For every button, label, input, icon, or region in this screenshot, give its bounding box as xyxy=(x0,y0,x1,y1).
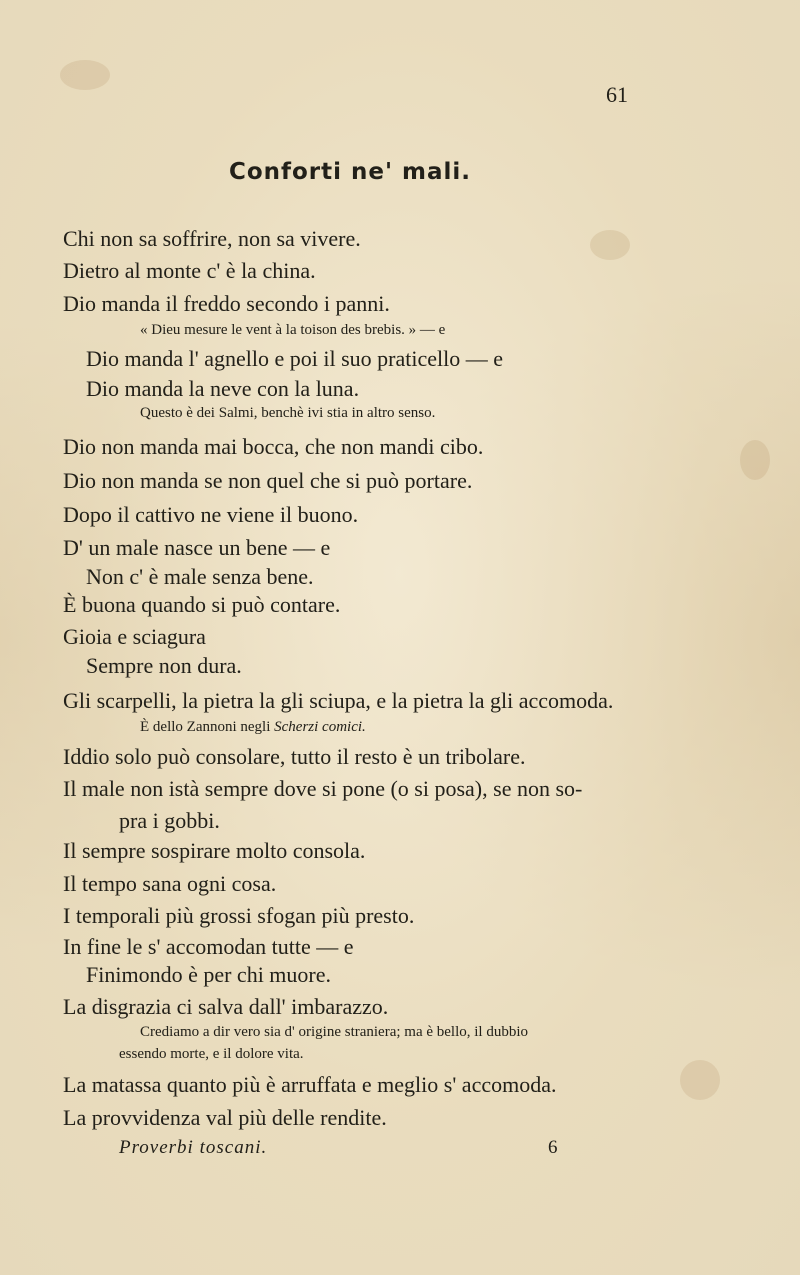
proverb-line: La provvidenza val più delle rendite. xyxy=(63,1105,387,1130)
proverb-line: La matassa quanto più è arruffata e meglio s' accomoda. xyxy=(63,1072,557,1097)
proverb-line: Chi non sa soffrire, non sa vivere. xyxy=(63,226,361,251)
proverb-line: D' un male nasce un bene — e xyxy=(63,535,331,560)
note-italic-text: Scherzi comici. xyxy=(274,719,366,735)
footer-title: Proverbi toscani. xyxy=(119,1137,268,1158)
proverb-line: Gioia e sciagura xyxy=(63,624,206,649)
note-line: essendo morte, e il dolore vita. xyxy=(119,1046,304,1062)
proverb-line: Gli scarpelli, la pietra la gli sciupa, e la pietra la gli accomoda. xyxy=(63,688,614,713)
proverb-line: Il sempre sospirare molto consola. xyxy=(63,838,366,863)
proverb-line: Il tempo sana ogni cosa. xyxy=(63,871,277,896)
proverb-line: Il male non istà sempre dove si pone (o si posa), se non so- xyxy=(63,776,583,801)
proverb-line: Dietro al monte c' è la china. xyxy=(63,258,316,283)
page-title: Conforti ne' mali. xyxy=(228,159,472,185)
proverb-line: Dio non manda se non quel che si può portare. xyxy=(63,468,473,493)
note-text: È dello Zannoni negli xyxy=(140,719,275,735)
proverb-line: Non c' è male senza bene. xyxy=(86,564,314,589)
note-line xyxy=(140,719,366,736)
proverb-line: pra i gobbi. xyxy=(119,808,220,833)
proverb-line: Finimondo è per chi muore. xyxy=(86,962,332,987)
note-line: Crediamo a dir vero sia d' origine straniera; ma è bello, il dubbio xyxy=(140,1024,529,1040)
proverb-line: Dopo il cattivo ne viene il buono. xyxy=(63,502,359,527)
page-number: 61 xyxy=(606,82,628,107)
proverb-line: Iddio solo può consolare, tutto il resto è un tribolare. xyxy=(63,744,526,769)
note-line: « Dieu mesure le vent à la toison des brebis. » — e xyxy=(140,322,446,338)
proverb-line: In fine le s' accomodan tutte — e xyxy=(63,934,354,959)
proverb-line: Dio non manda mai bocca, che non mandi cibo. xyxy=(63,434,484,459)
proverb-line: Dio manda la neve con la luna. xyxy=(86,376,360,401)
proverb-line: I temporali più grossi sfogan più presto. xyxy=(63,903,415,928)
note-line: Questo è dei Salmi, benchè ivi stia in altro senso. xyxy=(140,405,436,421)
proverb-line: Dio manda il freddo secondo i panni. xyxy=(63,291,390,316)
proverb-line: È buona quando si può contare. xyxy=(63,592,341,617)
proverb-line: La disgrazia ci salva dall' imbarazzo. xyxy=(63,994,389,1019)
proverb-line: Sempre non dura. xyxy=(86,653,242,678)
proverb-line: Dio manda l' agnello e poi il suo praticello — e xyxy=(86,346,503,371)
signature-mark: 6 xyxy=(548,1137,558,1158)
